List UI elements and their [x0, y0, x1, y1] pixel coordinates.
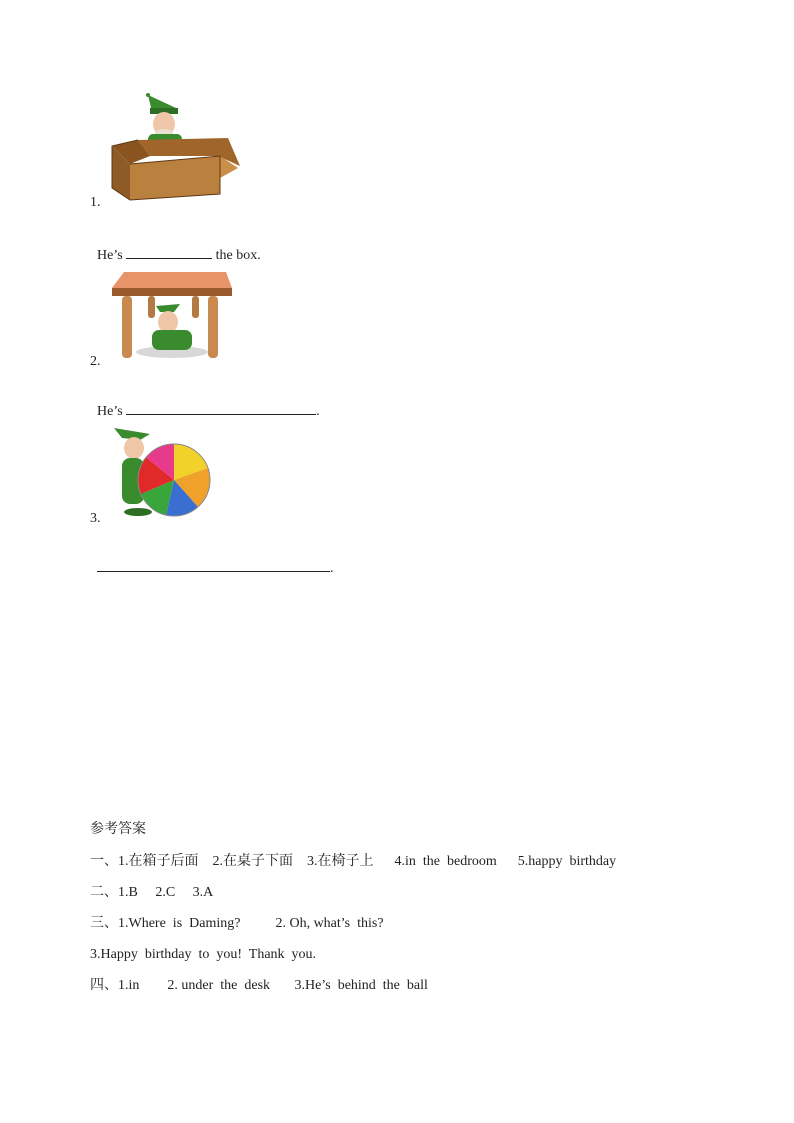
question-3-suffix: . [330, 561, 334, 576]
answer-line-5: 四、1.in 2. under the desk 3.He’s behind the ball [90, 978, 428, 993]
answer-line-4: 3.Happy birthday to you! Thank you. [90, 947, 317, 962]
question-2-suffix: . [316, 404, 320, 419]
question-2-answer-blank[interactable] [126, 402, 316, 415]
answer-line-3: 三、1.Where is Daming? 2. Oh, what’s this? [90, 916, 384, 931]
question-2-prefix: He’s [97, 404, 127, 419]
question-1-suffix: the box. [212, 248, 261, 263]
question-3-sentence [90, 543, 334, 577]
question-2-image [108, 260, 236, 362]
question-2-number: 2. [90, 354, 101, 369]
question-1-sentence [90, 230, 261, 264]
question-2-sentence [90, 386, 320, 420]
question-1-image [108, 90, 242, 202]
answer-key-title: 参考答案 [90, 822, 146, 837]
question-1-number: 1. [90, 195, 101, 210]
question-3-number: 3. [90, 511, 101, 526]
question-3-answer-blank[interactable] [97, 559, 330, 572]
answer-line-1: 一、1.在箱子后面 2.在桌子下面 3.在椅子上 4.in the bedroom 5.happy birthday [90, 854, 617, 869]
question-1-answer-blank[interactable] [126, 246, 212, 259]
question-1-prefix: He’s [97, 248, 127, 263]
question-3-image [110, 420, 212, 520]
answer-line-2: 二、1.B 2.C 3.A [90, 885, 214, 900]
